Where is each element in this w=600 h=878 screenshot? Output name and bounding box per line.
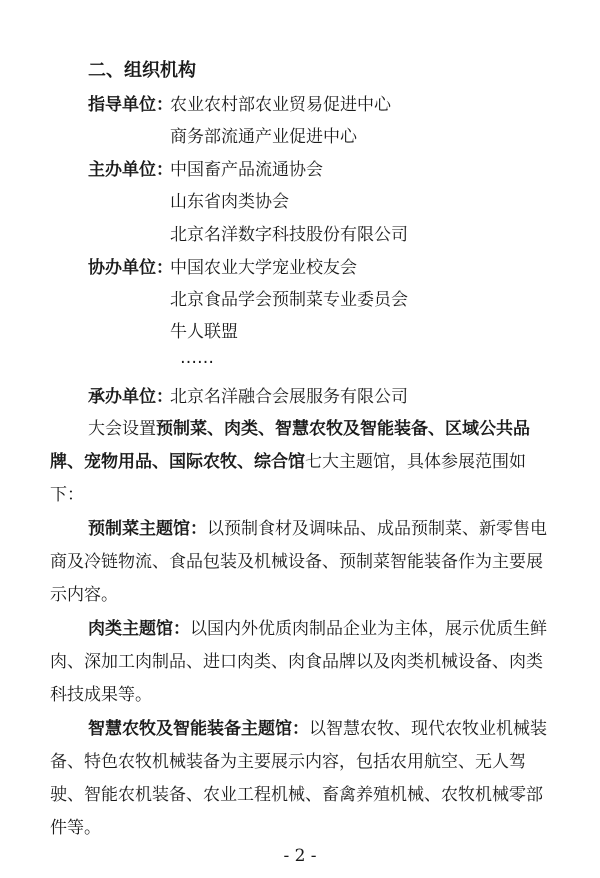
hall-1-text-1: 以预制食材及调味品、成品预制菜、新零售电 <box>207 519 547 539</box>
host-unit-1: 中国畜产品流通协会 <box>170 160 323 180</box>
intro-line-2 <box>50 447 526 472</box>
hall-3-line-3: 驶、智能农机装备、农业工程机械、畜禽养殖机械、农牧机械零部 <box>50 785 543 805</box>
section-heading: 二、组织机构 <box>88 60 196 81</box>
guide-unit-label: 指导单位： <box>88 95 173 115</box>
hall-3-text-1: 以智慧农牧、现代农牧业机械装 <box>309 719 547 739</box>
intro-line-2-a: 牌、宠物用品、国际农牧、综合馆 <box>50 452 305 472</box>
page-number: - 2 - <box>283 846 317 866</box>
organizer-label: 承办单位： <box>88 387 173 407</box>
hall-1-line-1 <box>88 514 547 539</box>
intro-line-3: 下： <box>50 485 84 505</box>
co-unit-2: 北京食品学会预制菜专业委员会 <box>170 290 408 310</box>
guide-unit-1: 农业农村部农业贸易促进中心 <box>170 95 391 115</box>
hall-1-line-3: 示内容。 <box>50 585 118 605</box>
host-unit-3: 北京名洋数字科技股份有限公司 <box>170 225 408 245</box>
hall-1-title: 预制菜主题馆： <box>88 519 207 539</box>
co-unit-3: 牛人联盟 <box>170 322 238 342</box>
hall-2-line-1 <box>88 614 547 639</box>
hall-3-title: 智慧农牧及智能装备主题馆： <box>88 719 309 739</box>
co-unit-1: 中国农业大学宠业校友会 <box>170 258 357 278</box>
hall-3-line-4: 件等。 <box>50 818 101 838</box>
host-unit-label: 主办单位： <box>88 160 173 180</box>
hall-2-text-1: 以国内外优质肉制品企业为主体，展示优质生鲜 <box>190 619 547 639</box>
hall-2-title: 肉类主题馆： <box>88 619 190 639</box>
hall-3-line-2: 备、特色农牧机械装备为主要展示内容，包括农用航空、无人驾 <box>50 752 526 772</box>
hall-3-line-1 <box>88 714 547 739</box>
hall-1-line-2: 商及冷链物流、食品包装及机械设备、预制菜智能装备作为主要展 <box>50 552 543 572</box>
intro-line-1 <box>88 414 530 439</box>
hall-2-line-2: 肉、深加工肉制品、进口肉类、肉食品牌以及肉类机械设备、肉类 <box>50 652 543 672</box>
host-unit-2: 山东省肉类协会 <box>170 192 289 212</box>
organizer-unit: 北京名洋融合会展服务有限公司 <box>170 387 408 407</box>
intro-line-1-b: 预制菜、肉类、智慧农牧及智能装备、区域公共品 <box>156 419 530 439</box>
co-unit-ellipsis: …… <box>180 348 214 368</box>
co-unit-label: 协办单位： <box>88 258 173 278</box>
hall-2-line-3: 科技成果等。 <box>50 685 152 705</box>
intro-line-1-a: 大会设置 <box>88 419 156 439</box>
guide-unit-2: 商务部流通产业促进中心 <box>170 127 357 147</box>
intro-line-2-b: 七大主题馆，具体参展范围如 <box>305 452 526 472</box>
